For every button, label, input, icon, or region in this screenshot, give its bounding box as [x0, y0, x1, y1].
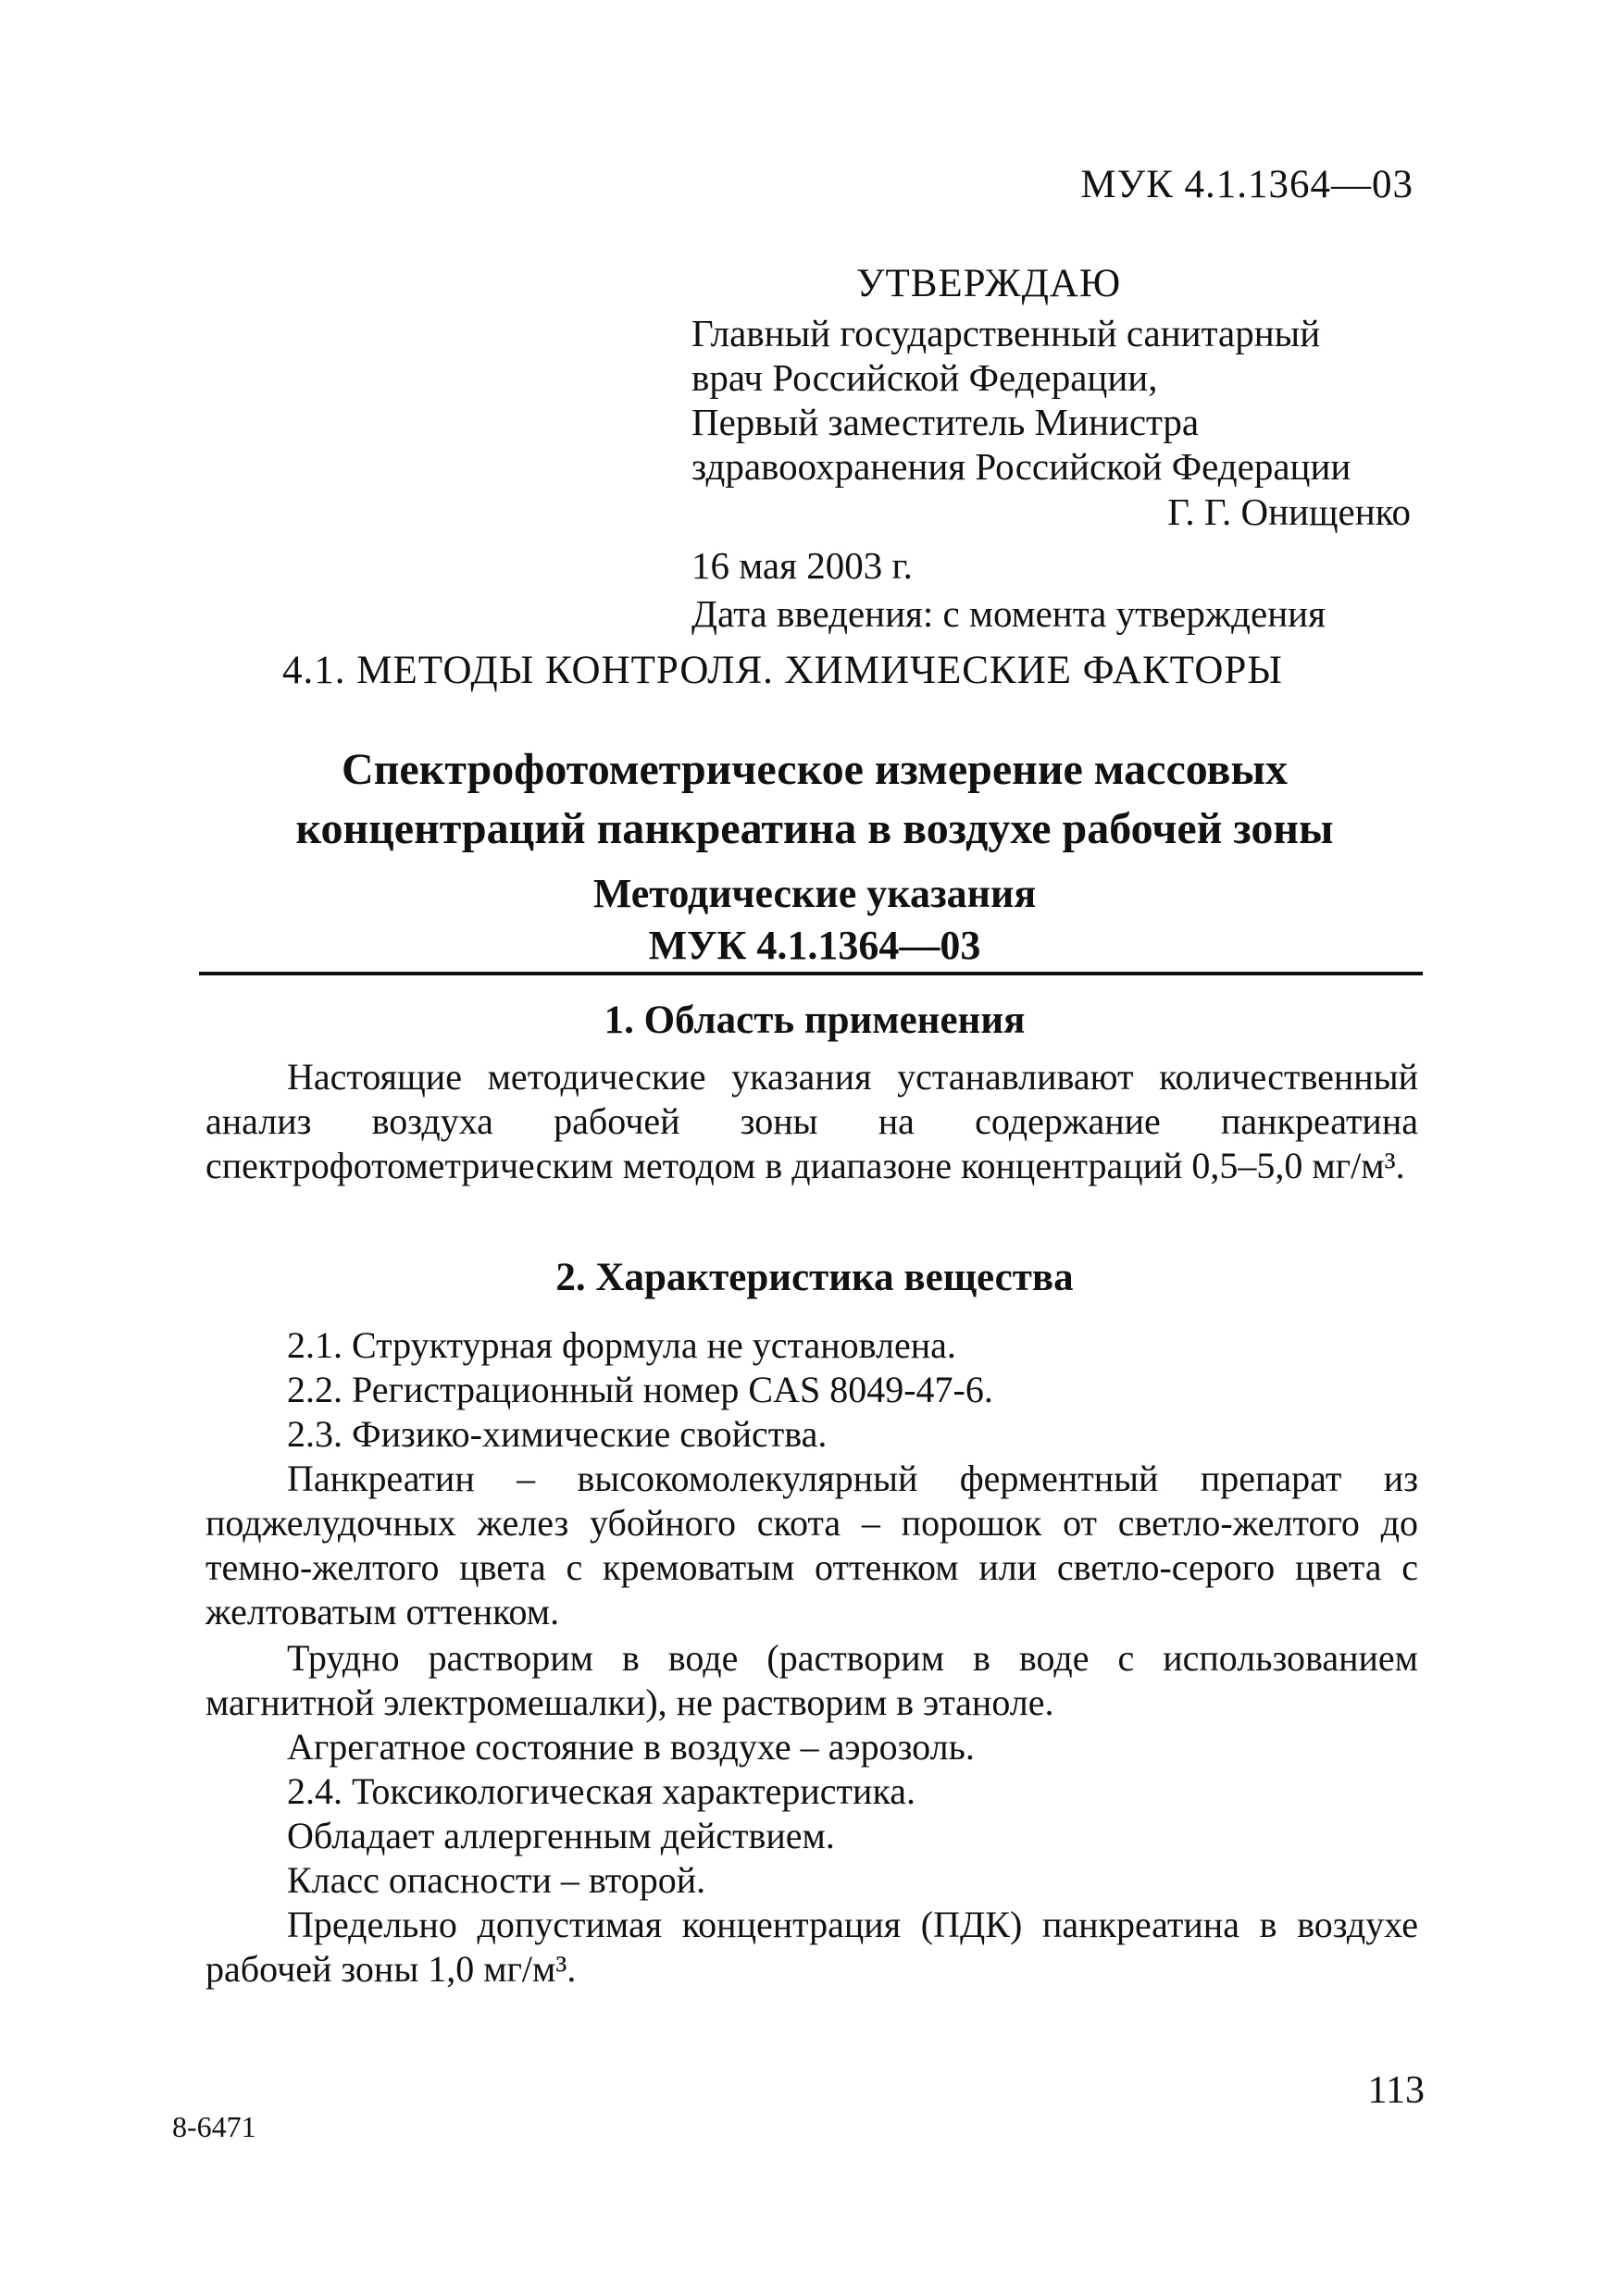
document-title	[213, 740, 1416, 859]
item-2-1: 2.1. Структурная формула не установлена.	[287, 1324, 956, 1366]
approval-line-2: врач Российской Федерации,	[691, 356, 1158, 399]
section-heading: 4.1. МЕТОДЫ КОНТРОЛЯ. ХИМИЧЕСКИЕ ФАКТОРЫ	[282, 649, 1283, 692]
introduction-date: Дата введения: с момента утверждения	[691, 592, 1326, 635]
solubility-text: Трудно растворим в воде (растворим в воде с использованием магнитной электромешалки), не растворим в этаноле.	[205, 1637, 1418, 1723]
section-2-heading: 2. Характеристика вещества	[555, 1256, 1074, 1299]
pdk-paragraph	[205, 1903, 1418, 1992]
approval-line-4: здравоохранения Российской Федерации	[691, 445, 1351, 488]
item-2-3: 2.3. Физико-химические свойства.	[287, 1413, 828, 1455]
page-number: 113	[1367, 2069, 1425, 2112]
allergen-line: Обладает аллергенным действием.	[287, 1815, 835, 1856]
approval-line-3: Первый заместитель Министра	[691, 401, 1200, 443]
approval-date: 16 мая 2003 г.	[691, 544, 913, 587]
document-title-line-2: концентраций панкреатина в воздухе рабочей зоны	[295, 804, 1334, 853]
aggregate-state: Агрегатное состояние в воздухе – аэрозоль.	[287, 1726, 975, 1768]
solubility-paragraph	[205, 1636, 1418, 1725]
item-2-4: 2.4. Токсикологическая характеристика.	[287, 1770, 916, 1812]
hazard-class-line: Класс опасности – второй.	[287, 1859, 706, 1901]
document-title-line-1: Спектрофотометрическое измерение массовых	[342, 745, 1288, 794]
document-subtitle-line-1: Методические указания	[592, 871, 1037, 916]
document-subtitle	[213, 868, 1416, 972]
section-1-text: Настоящие методические указания устанавливают количественный анализ воздуха рабочей зоны на содержание панкреатина спектрофотометрическим методом в диапазоне концентраций 0,5–5,0 мг/м³.	[205, 1056, 1418, 1186]
pancreatin-description-text: Панкреатин – высокомолекулярный ферментный препарат из поджелудочных желез убойного скота – порошок от светло-желтого до темно-желтого цвета с кремоватым оттенком или светло-серого цвета с желтоватым оттенком.	[205, 1458, 1418, 1632]
approval-line-1: Главный государственный санитарный	[691, 312, 1321, 354]
approval-signatory: Г. Г. Онищенко	[1167, 490, 1411, 533]
pancreatin-description	[205, 1457, 1418, 1634]
document-subtitle-line-2: МУК 4.1.1364—03	[648, 923, 981, 968]
print-code: 8-6471	[172, 2110, 256, 2143]
pdk-text: Предельно допустимая концентрация (ПДК) панкреатина в воздухе рабочей зоны 1,0 мг/м³.	[205, 1904, 1418, 1990]
section-1-heading: 1. Область применения	[604, 999, 1026, 1042]
approval-block	[691, 257, 1414, 637]
horizontal-rule	[199, 972, 1423, 975]
section-1-paragraph	[205, 1055, 1418, 1188]
document-code: МУК 4.1.1364—03	[1080, 163, 1414, 206]
item-2-2: 2.2. Регистрационный номер CAS 8049-47-6.	[287, 1369, 993, 1410]
approval-title: УТВЕРЖДАЮ	[856, 262, 1122, 305]
